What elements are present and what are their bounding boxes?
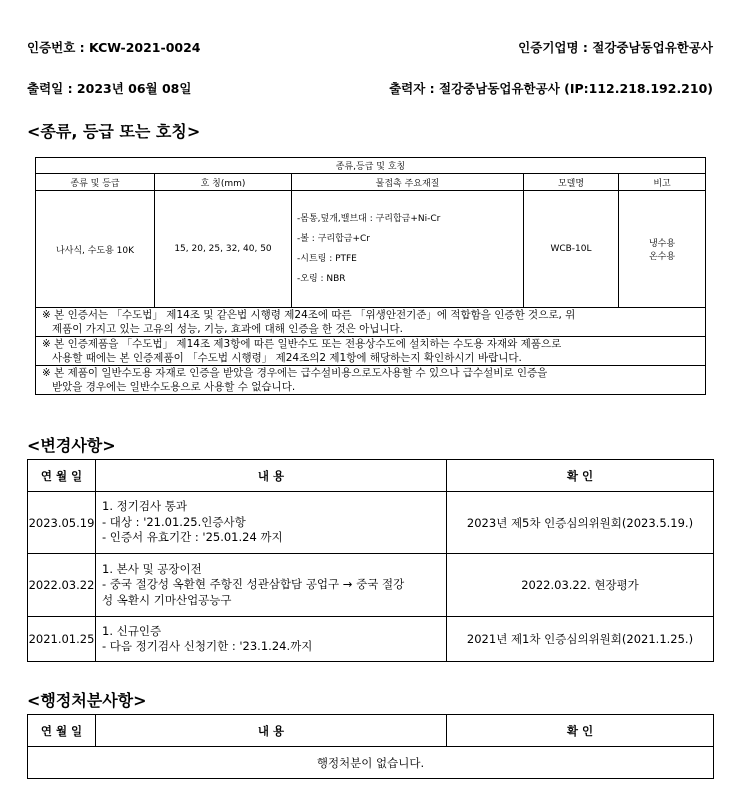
col-header-date: 연 월 일 bbox=[28, 715, 96, 747]
content-line: - 다음 정기검사 신청기한 : '23.1.24.까지 bbox=[102, 639, 313, 653]
col-header-model: 모델명 bbox=[524, 174, 619, 191]
col-header-confirm: 확 인 bbox=[447, 460, 714, 492]
note-line: ※ 본 제품이 일반수도용 자재로 인증을 받았을 경우에는 급수설비용으로도사용할 수 있으나 급수설비로 인증을 bbox=[42, 367, 548, 379]
col-header-material: 물접촉 주요재질 bbox=[292, 174, 524, 191]
row-confirm: 2021년 제1차 인증심의위원회(2021.1.25.) bbox=[447, 617, 714, 662]
row-date: 2022.03.22 bbox=[28, 554, 96, 617]
material-line: -시트링 : PTFE bbox=[297, 254, 357, 264]
row-confirm: 2023년 제5차 인증심의위원회(2023.5.19.) bbox=[447, 492, 714, 554]
types-table bbox=[35, 157, 706, 395]
material-line: -볼 : 구리합금+Cr bbox=[297, 234, 370, 244]
row-content bbox=[96, 554, 447, 617]
cell-remark bbox=[619, 191, 706, 308]
content-line: 1. 본사 및 공장이전 bbox=[102, 561, 202, 576]
col-header-size: 호 칭(mm) bbox=[155, 174, 292, 191]
remark-line: 온수용 bbox=[648, 252, 676, 262]
content-line: 1. 신규인증 bbox=[102, 623, 162, 638]
row-content bbox=[96, 617, 447, 662]
admin-section-title: <행정처분사항> bbox=[27, 691, 147, 710]
remark-line: 냉수용 bbox=[648, 239, 676, 249]
col-header-remark: 비고 bbox=[619, 174, 706, 191]
printer-info: 출력자 : 절강중남동업유한공사 (IP:112.218.192.210) bbox=[389, 81, 713, 96]
cell-size: 15, 20, 25, 32, 40, 50 bbox=[155, 191, 292, 308]
material-line: -몸통,덮개,밸브대 : 구리합금+Ni-Cr bbox=[297, 214, 441, 224]
col-header-content: 내 용 bbox=[96, 715, 447, 747]
print-date: 출력일 : 2023년 06월 08일 bbox=[27, 81, 192, 96]
cell-kind: 나사식, 수도용 10K bbox=[36, 191, 155, 308]
material-line: -오링 : NBR bbox=[297, 274, 346, 284]
content-line: 1. 정기검사 통과 bbox=[102, 499, 187, 514]
note-line: 제품이 가지고 있는 고유의 성능, 기능, 효과에 대해 인증을 한 것은 아닙니다. bbox=[52, 323, 404, 335]
col-header-confirm: 확 인 bbox=[447, 715, 714, 747]
row-confirm: 2022.03.22. 현장평가 bbox=[447, 554, 714, 617]
table-row bbox=[28, 617, 714, 662]
cell-model: WCB-10L bbox=[524, 191, 619, 308]
content-line: - 중국 절강성 옥환현 주항진 성관삼합담 공업구 → 중국 절강 bbox=[102, 577, 405, 592]
company-name: 인증기업명 : 절강중남동업유한공사 bbox=[518, 40, 713, 55]
notes-cell bbox=[36, 308, 706, 395]
table-row bbox=[28, 554, 714, 617]
cell-materials bbox=[292, 191, 524, 308]
content-line: - 인증서 유효기간 : '25.01.24 까지 bbox=[102, 530, 283, 545]
note-1 bbox=[36, 308, 705, 337]
changes-section-title: <변경사항> bbox=[27, 436, 116, 455]
col-header-content: 내 용 bbox=[96, 460, 447, 492]
note-3 bbox=[36, 366, 705, 394]
types-section-title: <종류, 등급 또는 호칭> bbox=[27, 122, 201, 141]
table-row bbox=[28, 492, 714, 554]
col-header-kind: 종류 및 등급 bbox=[36, 174, 155, 191]
admin-table bbox=[27, 714, 714, 779]
note-2 bbox=[36, 337, 705, 366]
row-content bbox=[96, 492, 447, 554]
note-line: 받았을 경우에는 일반수도용으로 사용할 수 없습니다. bbox=[52, 381, 296, 393]
changes-table bbox=[27, 459, 714, 662]
col-header-date: 연 월 일 bbox=[28, 460, 96, 492]
content-line: - 대상 : '21.01.25.인증사항 bbox=[102, 514, 246, 529]
admin-empty-message: 행정처분이 없습니다. bbox=[28, 747, 714, 779]
types-table-caption: 종류,등급 및 호칭 bbox=[36, 158, 706, 174]
cert-number: 인증번호 : KCW-2021-0024 bbox=[27, 40, 201, 55]
content-line: 성 옥환시 기마산업공능구 bbox=[102, 592, 232, 607]
note-line: ※ 본 인증제품을 「수도법」 제14조 제3항에 따른 일반수도 또는 전용상수도에 설치하는 수도용 자재와 제품으로 bbox=[42, 338, 562, 350]
note-line: 사용할 때에는 본 인증제품이 「수도법 시행령」 제24조의2 제1항에 해당하는지 확인하시기 바랍니다. bbox=[52, 352, 522, 364]
row-date: 2023.05.19 bbox=[28, 492, 96, 554]
row-date: 2021.01.25 bbox=[28, 617, 96, 662]
note-line: ※ 본 인증서는 「수도법」 제14조 및 같은법 시행령 제24조에 따른 「위생안전기준」에 적합함을 인증한 것으로, 위 bbox=[42, 309, 576, 321]
